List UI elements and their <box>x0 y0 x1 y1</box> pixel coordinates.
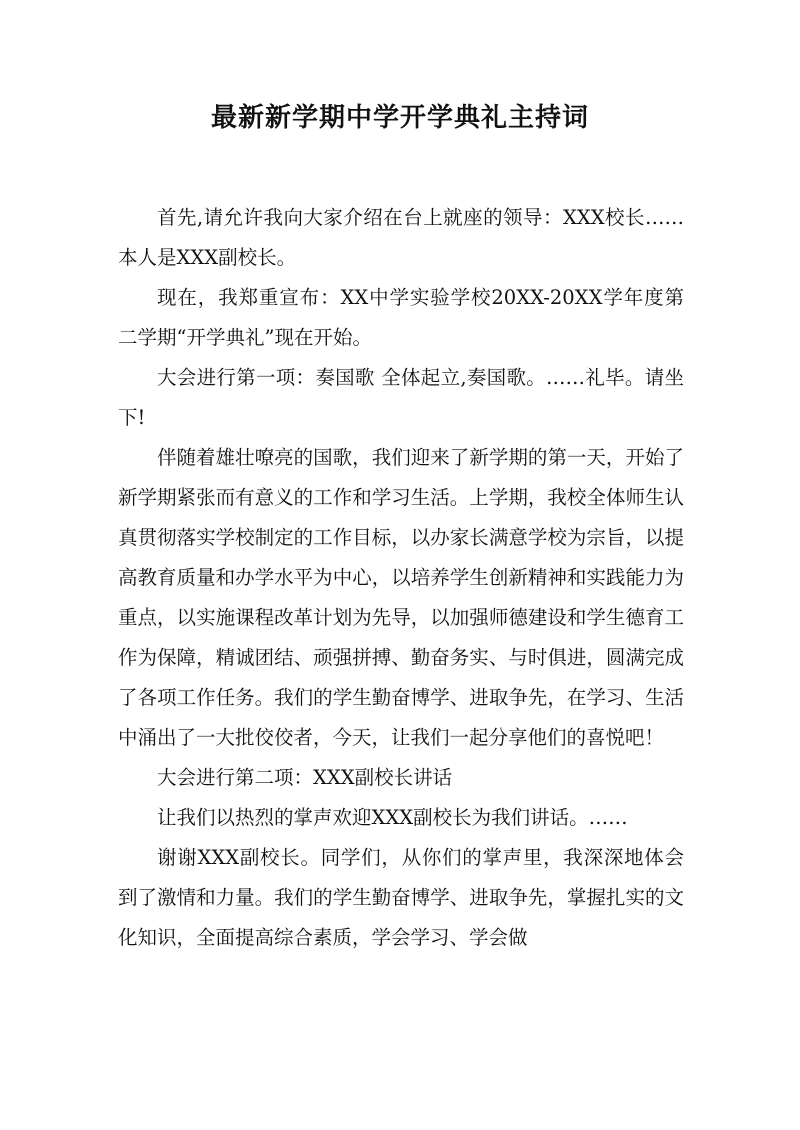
document-body <box>118 198 684 958</box>
paragraph-welcome: 让我们以热烈的掌声欢迎XXX副校长为我们讲话。…… <box>157 806 628 829</box>
paragraph-item-two: 大会进行第二项：XXX副校长讲话 <box>157 766 453 789</box>
paragraph-item-one: 大会进行第一项：奏国歌 全体起立,奏国歌。……礼毕。请坐下! <box>118 366 684 429</box>
paragraph-review: 伴随着雄壮嘹亮的国歌，我们迎来了新学期的第一天，开始了新学期紧张而有意义的工作和学习生活。上学期，我校全体师生认真贯彻落实学校制定的工作目标，以办家长满意学校为宗旨，以提高教育质量和办学水平为中心，以培养学生创新精神和实践能力为重点，以实施课程改革计划为先导，以加强师德建设和学生德育工作为保障，精诚团结、顽强拼搏、勤奋务实、与时俱进，圆满完成了各项工作任务。我们的学生勤奋博学、进取争先，在学习、生活中涌出了一大批佼佼者，今天，让我们一起分享他们的喜悦吧！ <box>118 446 684 749</box>
paragraph-thanks: 谢谢XXX副校长。同学们，从你们的掌声里，我深深地体会到了激情和力量。我们的学生勤奋博学、进取争先，掌握扎实的文化知识，全面提高综合素质，学会学习、学会做 <box>118 846 684 949</box>
paragraph-introduction: 首先,请允许我向大家介绍在台上就座的领导：XXX校长……本人是XXX副校长。 <box>118 206 684 269</box>
document-title: 最新新学期中学开学典礼主持词 <box>210 103 589 133</box>
paragraph-announcement: 现在，我郑重宣布：XX中学实验学校20XX-20XX学年度第二学期“开学典礼”现在开始。 <box>118 286 684 349</box>
